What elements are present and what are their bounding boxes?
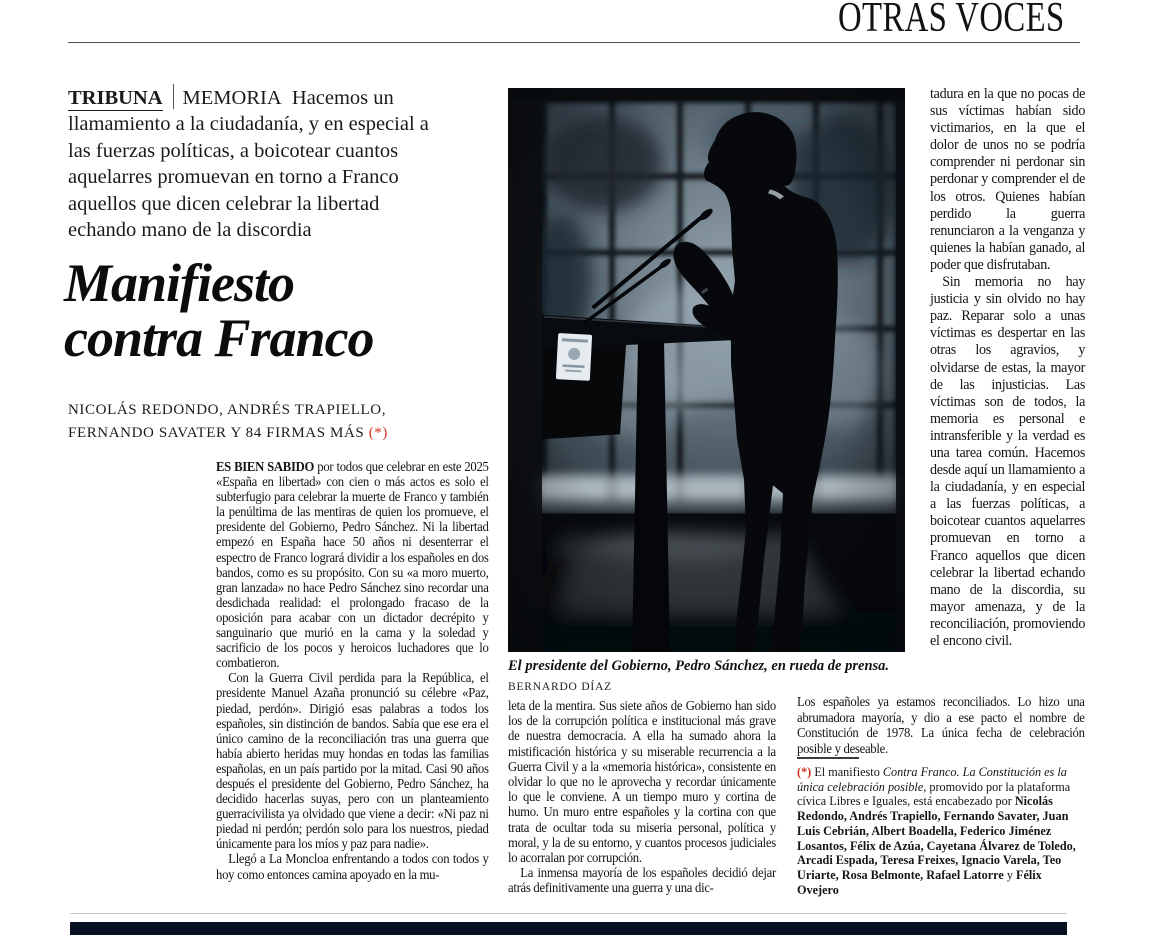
- article-column-1: [216, 459, 489, 882]
- caption-text: El presidente del Gobierno, Pedro Sánchez, en rueda de prensa.: [508, 658, 890, 674]
- footnote-last-signatory: Félix Ovejero: [797, 866, 1042, 897]
- article-column-4: [797, 694, 1085, 756]
- headline-line-2: contra Franco: [64, 308, 374, 368]
- paragraph-text: por todos que celebrar en este 2025 «España en libertad» con cien o más actos es solo el subterfugio para celebrar la muerte de Franco y también la penúltima de las mentiras de quien los promueve, el presidente del Gobierno, Pedro Sánchez. Ni la libertad empezó en España hace 50 años ni desenterrar el espectro de Franco logrará dividir a los españoles en dos bandos, como es su propósito. Con su «a moro muerto, gran lanzada» no hace Pedro Sánchez sino recordar una desdichada realidad: el prolongado fracaso de la oposición para acabar con un dictador decrépito y sanguinario que murió en la cama y la soledad y sacrificio de los pocos y heroicos luchadores que lo combatieron.: [216, 459, 489, 671]
- footnote-lead: El manifiesto: [811, 764, 883, 779]
- headline-line-1: Manifiesto: [64, 253, 295, 313]
- paragraph-lead-in: ES BIEN SABIDO: [216, 459, 315, 474]
- paragraph: La inmensa mayoría de los españoles decidió dejar atrás definitivamente una guerra y una dic-: [508, 865, 776, 896]
- footer-bar: [70, 922, 1067, 935]
- paragraph: Los españoles ya estamos reconciliados. Lo hizo una abrumadora mayoría, y dio a ese pacto el nombre de Constitución de 1978. La única fecha de celebración posible y deseable.: [797, 694, 1085, 756]
- kicker-text: Hacemos un llamamiento a la ciudadanía, y en especial a las fuerzas políticas, a boicotear cuantos aquelarres promuevan en torno a Franco aquellos que dicen celebrar la libertad echando mano de la discordia: [68, 87, 429, 242]
- footnote-manifesto-title: Contra Franco. La Constitución es la única celebración posible,: [797, 764, 1067, 794]
- paragraph: tadura en la que no pocas de sus víctimas habían sido victimarios, en la que el dolor de unos no se podría comprender ni perdonar sin perdonar y comprender el de los otros. Quienes habían perdido la guerra renunciaron a la venganza y quienes la habían ganado, al poder que disfrutaban.: [930, 86, 1086, 273]
- masthead-rule: [68, 42, 1080, 43]
- kicker-divider: [173, 84, 174, 109]
- photo-pedro-sanchez: [508, 88, 905, 652]
- footnote-signatories: Nicolás Redondo, Andrés Trapiello, Fernando Savater, Juan Luis Cebrián, Albert Boadella, Federico Jiménez Losantos, Félix de Azúa, Cayetana Álvarez de Toledo, Arcadi Espada, Teresa Freixes, Ignacio Varela, Teo Uriarte, Rosa Belmonte, Rafael Latorre: [797, 793, 1076, 882]
- photo-illustration: [508, 88, 905, 652]
- footer-rule: [70, 913, 1067, 914]
- paragraph: [216, 459, 489, 670]
- byline-names: NICOLÁS REDONDO, ANDRÉS TRAPIELLO, FERNANDO SAVATER Y 84 FIRMAS MÁS: [68, 402, 387, 441]
- byline-footnote-marker: (*): [368, 424, 388, 441]
- kicker-label-tribuna: TRIBUNA: [68, 87, 163, 109]
- kicker-label-memoria: MEMORIA: [182, 87, 282, 109]
- footnote-marker: (*): [797, 764, 812, 779]
- paragraph: Llegó a La Moncloa enfrentando a todos con todos y hoy como entonces camina apoyado en la mu-: [216, 851, 489, 882]
- footnote-conjunction: y: [1003, 866, 1017, 882]
- footnote-rule: [797, 757, 859, 759]
- paragraph: leta de la mentira. Sus siete años de Gobierno han sido los de la corrupción política e institucional más grave de nuestra democracia. A ella ha sumado ahora la mistificación histórica y su miserable recurrencia a la Guerra Civil y a la «memoria histórica», consistente en olvidar lo que no le aprovecha y recordar únicamente lo que le conviene. A un tiempo muro y cortina de humo. Un muro entre españoles y la cortina con que trata de ocultar toda su miseria personal, política y moral, y la de su entorno, y cuantos procesos judiciales lo acorralan por corrupción.: [508, 698, 776, 866]
- paragraph: Sin memoria no hay justicia y sin olvido no hay paz. Reparar solo a unas víctimas es despertar en las otras los agravios, y olvidarse de estas, la mayor de las injusticias. Las víctimas son de todos, la memoria es personal e intransferible y la verdad es una tarea común. Hacemos desde aquí un llamamiento a la ciudadanía, y en especial a las fuerzas políticas, a boicotear cuantos aquelarres promuevan en torno a Franco aquellos que dicen celebrar la libertad echando mano de la discordia, su mayor amenaza, y de la reconciliación, promoviendo el encono civil.: [930, 274, 1086, 649]
- section-title: OTRAS VOCES: [838, 0, 1065, 41]
- paragraph: Con la Guerra Civil perdida para la República, el presidente Manuel Azaña pronunció su célebre «Paz, piedad, perdón». Dirigió esas palabras a todos los españoles, sin distinción de bandos. Sabía que ese era el único camino de la reconciliación tras una guerra que había abierto heridas muy hondas en todas las familias españolas, en un país partido por la mitad. Casi 90 años después el presidente del Gobierno, Pedro Sánchez, ha decidido hacerlas suyas, pero con un planteamiento guerracivilista ya olvidado que viene a decir: «Ni paz ni piedad ni perdón; perdón solo para los nuestros, piedad únicamente para los míos y paz para nadie».: [216, 670, 489, 852]
- kicker: [68, 84, 430, 243]
- photo-caption: [508, 656, 928, 697]
- footnote: [797, 765, 1085, 897]
- caption-credit: BERNARDO DÍAZ: [508, 681, 612, 693]
- article-column-2: [508, 698, 776, 896]
- article-column-3: [930, 86, 1085, 650]
- byline: [68, 399, 398, 444]
- footnote-mid: promovido por la plataforma cívica Libres e Iguales, está encabezado por: [797, 778, 1071, 809]
- headline: [64, 253, 484, 368]
